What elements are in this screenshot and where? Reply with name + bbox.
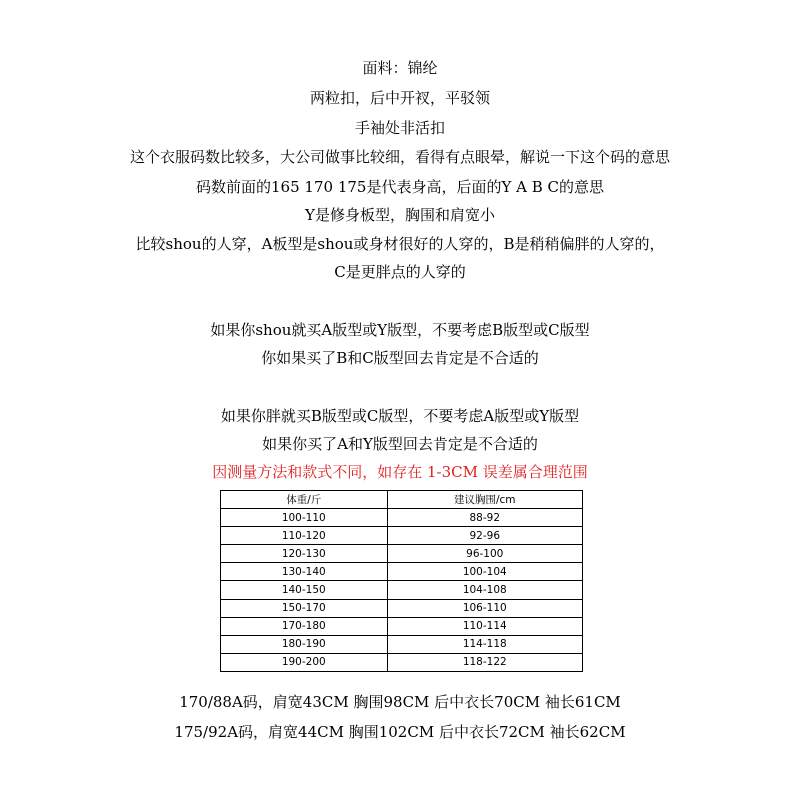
table-row (221, 509, 583, 527)
fabric-text: 面料：锦纶 (362, 59, 438, 77)
weight-range-cell: 120-130 (221, 545, 388, 563)
fat-advice-line2: 如果你买了A和Y版型回去肯定是不合适的 (262, 435, 538, 453)
chest-range-cell: 92-96 (387, 527, 582, 545)
weight-range-cell: 140-150 (221, 581, 388, 599)
chest-range-cell: 118-122 (387, 653, 582, 671)
weight-range-cell: 100-110 (221, 509, 388, 527)
chest-range-cell: 114-118 (387, 635, 582, 653)
table-row (221, 599, 583, 617)
tolerance-warning: 因测量方法和款式不同，如存在 1-3CM 误差属合理范围 (212, 463, 588, 481)
size-170-measurements: 170/88A码，肩宽43CM 胸围98CM 后中衣长70CM 袖长61CM (179, 693, 621, 711)
weight-range-cell: 150-170 (221, 599, 388, 617)
table-row (221, 581, 583, 599)
weight-range-cell: 180-190 (221, 635, 388, 653)
size-175-measurements: 175/92A码，肩宽44CM 胸围102CM 后中衣长72CM 袖长62CM (174, 723, 626, 741)
table-row (221, 545, 583, 563)
chest-range-cell: 96-100 (387, 545, 582, 563)
weight-header: 体重/斤 (221, 491, 388, 509)
chest-range-cell: 104-108 (387, 581, 582, 599)
thin-advice-line2: 你如果买了B和C版型回去肯定是不合适的 (261, 349, 539, 367)
sleeve-button-text: 手袖处非活扣 (354, 119, 445, 137)
table-row (221, 563, 583, 581)
height-code-text: 码数前面的165 170 175是代表身高，后面的Y A B C的意思 (196, 178, 604, 196)
fit-y-text: Y是修身板型，胸围和肩宽小 (305, 206, 495, 224)
chest-header: 建议胸围/cm (387, 491, 582, 509)
table-row (221, 653, 583, 671)
fit-a-b-text: 比较shou的人穿，A板型是shou或身材很好的人穿的，B是稍稍偏胖的人穿的， (135, 235, 665, 253)
weight-range-cell: 170-180 (221, 617, 388, 635)
weight-range-cell: 190-200 (221, 653, 388, 671)
table-header-row (221, 491, 583, 509)
size-table (220, 490, 583, 672)
weight-range-cell: 130-140 (221, 563, 388, 581)
table-row (221, 617, 583, 635)
size-explanation-intro: 这个衣服码数比较多，大公司做事比较细，看得有点眼晕，解说一下这个码的意思 (129, 148, 670, 166)
button-vent-text: 两粒扣，后中开衩，平驳领 (309, 89, 490, 107)
chest-range-cell: 106-110 (387, 599, 582, 617)
table-row (221, 527, 583, 545)
chest-range-cell: 88-92 (387, 509, 582, 527)
chest-range-cell: 100-104 (387, 563, 582, 581)
fat-advice-line1: 如果你胖就买B版型或C版型，不要考虑A版型或Y版型 (220, 407, 580, 425)
chest-range-cell: 110-114 (387, 617, 582, 635)
table-row (221, 635, 583, 653)
thin-advice-line1: 如果你shou就买A版型或Y版型，不要考虑B版型或C版型 (210, 321, 590, 339)
weight-range-cell: 110-120 (221, 527, 388, 545)
fit-c-text: C是更胖点的人穿的 (334, 263, 466, 281)
